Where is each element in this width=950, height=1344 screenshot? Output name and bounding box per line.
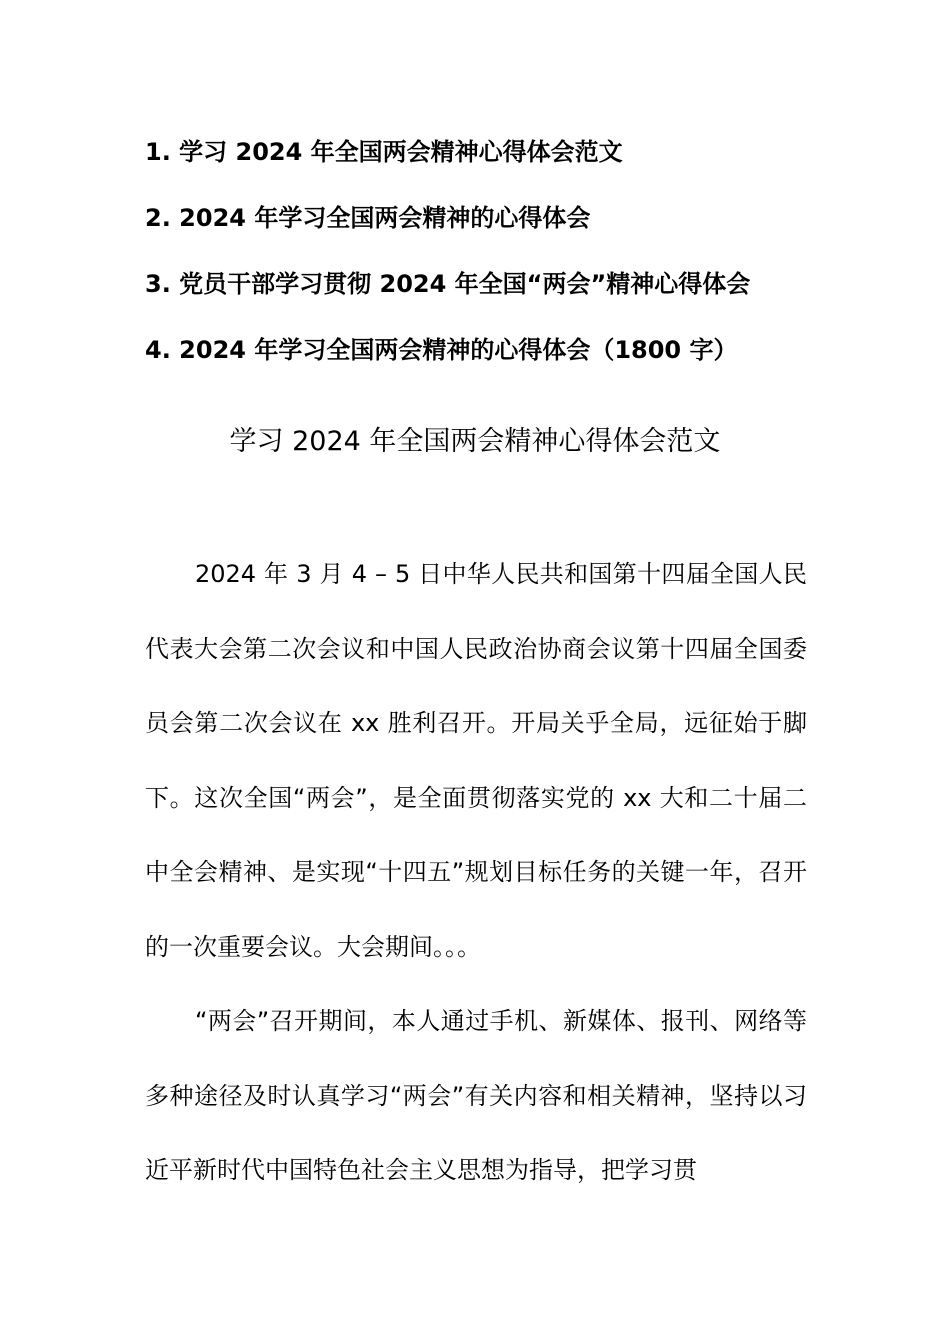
table-of-contents <box>145 130 825 394</box>
toc-item-2: 2. 2024 年学习全国两会精神的心得体会 <box>145 204 591 232</box>
paragraph-2: “两会”召开期间，本人通过手机、新媒体、报刊、网络等多种途径及时认真学习“两会”有关内容和相关精神，坚持以习近平新时代中国特色社会主义思想为指导，把学习贯 <box>145 1007 807 1184</box>
article-title: 学习 2024 年全国两会精神心得体会范文 <box>229 426 721 457</box>
toc-item-3: 3. 党员干部学习贯彻 2024 年全国“两会”精神心得体会 <box>145 270 751 298</box>
toc-item-1: 1. 学习 2024 年全国两会精神心得体会范文 <box>145 138 623 166</box>
article-body <box>145 537 807 1208</box>
toc-item-4: 4. 2024 年学习全国两会精神的心得体会（1800 字） <box>145 336 738 364</box>
paragraph-1: 2024 年 3 月 4 – 5 日中华人民共和国第十四届全国人民代表大会第二次会议和中国人民政治协商会议第十四届全国委员会第二次会议在 xx 胜利召开。开局关乎全局，远征始于脚下。这次全国“两会”，是全面贯彻落实党的 xx 大和二十届二中全会精神、是实现“十四五”规划目标任务的关键一年，召开的一次重要会议。大会期间。。。 <box>145 560 807 961</box>
